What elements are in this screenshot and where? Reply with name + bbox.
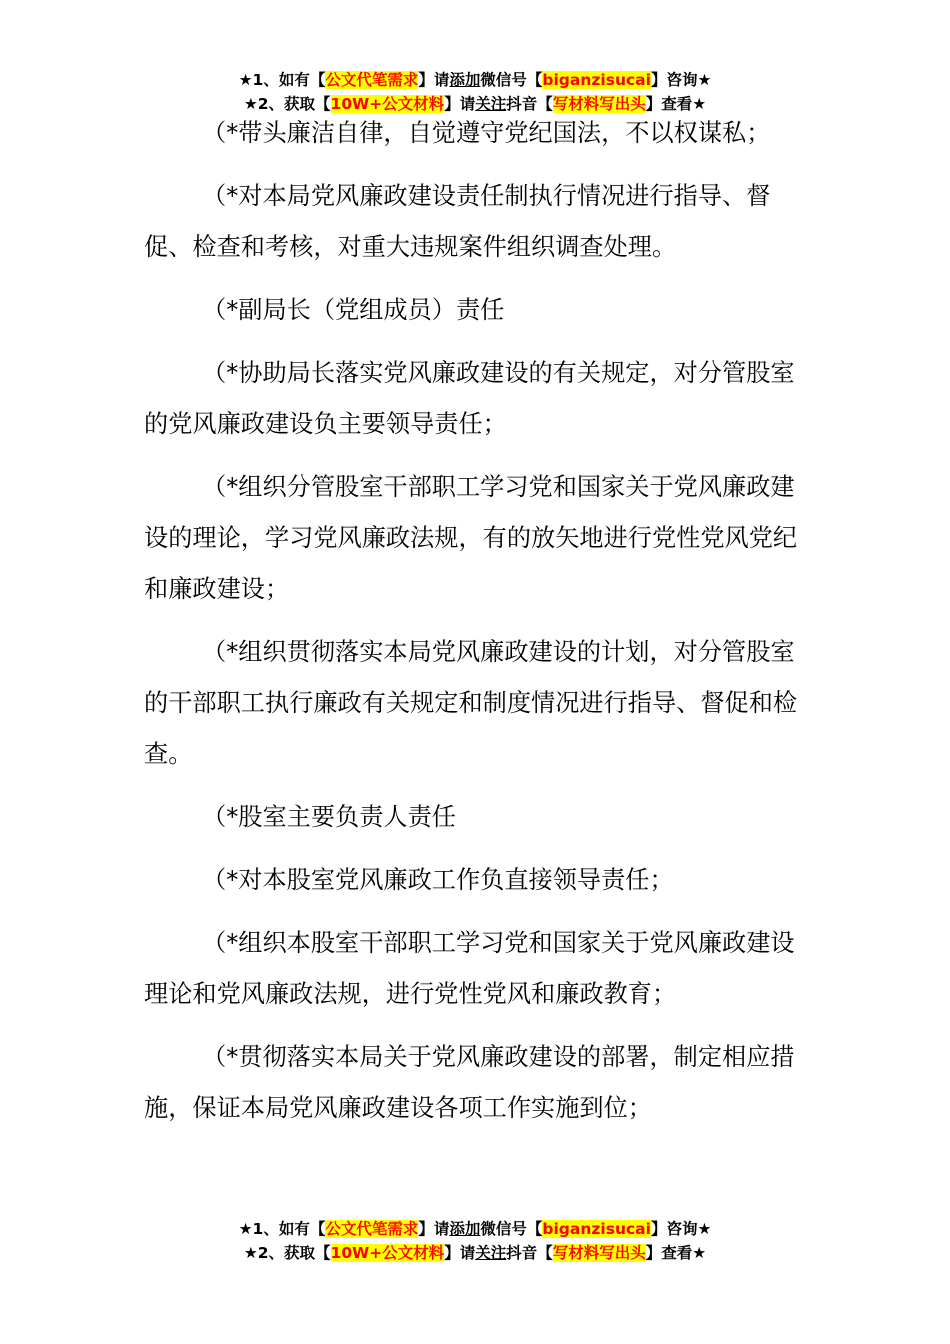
star-icon: ★ [238, 71, 253, 89]
highlight-wechat-id: biganzisucai [542, 71, 651, 89]
highlight-douyin-account: 写材料写出头 [552, 95, 646, 113]
banner-text: 抖音【 [506, 95, 553, 113]
banner-text: 2、获取【 [257, 95, 331, 113]
banner-text: 微信号【 [480, 1220, 543, 1238]
banner-text: 】请 [444, 1244, 476, 1262]
highlight-douyin-account: 写材料写出头 [552, 1244, 646, 1262]
banner-text: 】咨询★ [650, 71, 712, 89]
banner-text: 】请 [418, 1220, 450, 1238]
banner-line-1 [0, 1217, 950, 1241]
star-icon: ★ [243, 95, 258, 113]
paragraph: （*组织本股室干部职工学习党和国家关于党风廉政建设理论和党风廉政法规，进行党性党风和廉政教育； [144, 929, 795, 1008]
paragraph: （*组织贯彻落实本局党风廉政建设的计划，对分管股室的干部职工执行廉政有关规定和制度情况进行指导、督促和检查。 [144, 638, 798, 768]
banner-text: 】请 [418, 71, 450, 89]
paragraph: （*对本局党风廉政建设责任制执行情况进行指导、督促、检查和考核，对重大违规案件组织调查处理。 [144, 182, 771, 261]
banner-text: 2、获取【 [257, 1244, 331, 1262]
underline-follow: 关注 [475, 1244, 507, 1262]
banner-text: 】查看★ [645, 95, 707, 113]
banner-text: 】请 [444, 95, 476, 113]
banner-text: 1、如有【 [252, 71, 326, 89]
banner-line-1 [0, 68, 950, 92]
banner-text: 】查看★ [645, 1244, 707, 1262]
document-body [144, 108, 806, 1146]
section-heading: （*副局长（党组成员）责任 [202, 296, 505, 324]
highlight-materials: 10W+公文材料 [330, 1244, 445, 1262]
footer-banner [0, 1217, 950, 1265]
highlight-service: 公文代笔需求 [325, 71, 419, 89]
highlight-materials: 10W+公文材料 [330, 95, 445, 113]
paragraph: （*组织分管股室干部职工学习党和国家关于党风廉政建设的理论，学习党风廉政法规，有的放矢地进行党性党风党纪和廉政建设； [144, 473, 798, 603]
paragraph: （*协助局长落实党风廉政建设的有关规定，对分管股室的党风廉政建设负主要领导责任； [144, 359, 795, 438]
underline-add: 添加 [449, 71, 481, 89]
highlight-service: 公文代笔需求 [325, 1220, 419, 1238]
section-heading: （*股室主要负责人责任 [202, 803, 456, 831]
star-icon: ★ [238, 1220, 253, 1238]
underline-add: 添加 [449, 1220, 481, 1238]
banner-text: 】咨询★ [650, 1220, 712, 1238]
banner-text: 1、如有【 [252, 1220, 326, 1238]
banner-text: 抖音【 [506, 1244, 553, 1262]
banner-line-2 [0, 1241, 950, 1265]
banner-text: 微信号【 [480, 71, 543, 89]
highlight-wechat-id: biganzisucai [542, 1220, 651, 1238]
underline-follow: 关注 [475, 95, 507, 113]
paragraph: （*贯彻落实本局关于党风廉政建设的部署，制定相应措施，保证本局党风廉政建设各项工作实施到位； [144, 1043, 795, 1122]
star-icon: ★ [243, 1244, 258, 1262]
paragraph: （*对本股室党风廉政工作负直接领导责任； [202, 866, 674, 894]
paragraph: （*带头廉洁自律，自觉遵守党纪国法，不以权谋私； [202, 119, 771, 147]
